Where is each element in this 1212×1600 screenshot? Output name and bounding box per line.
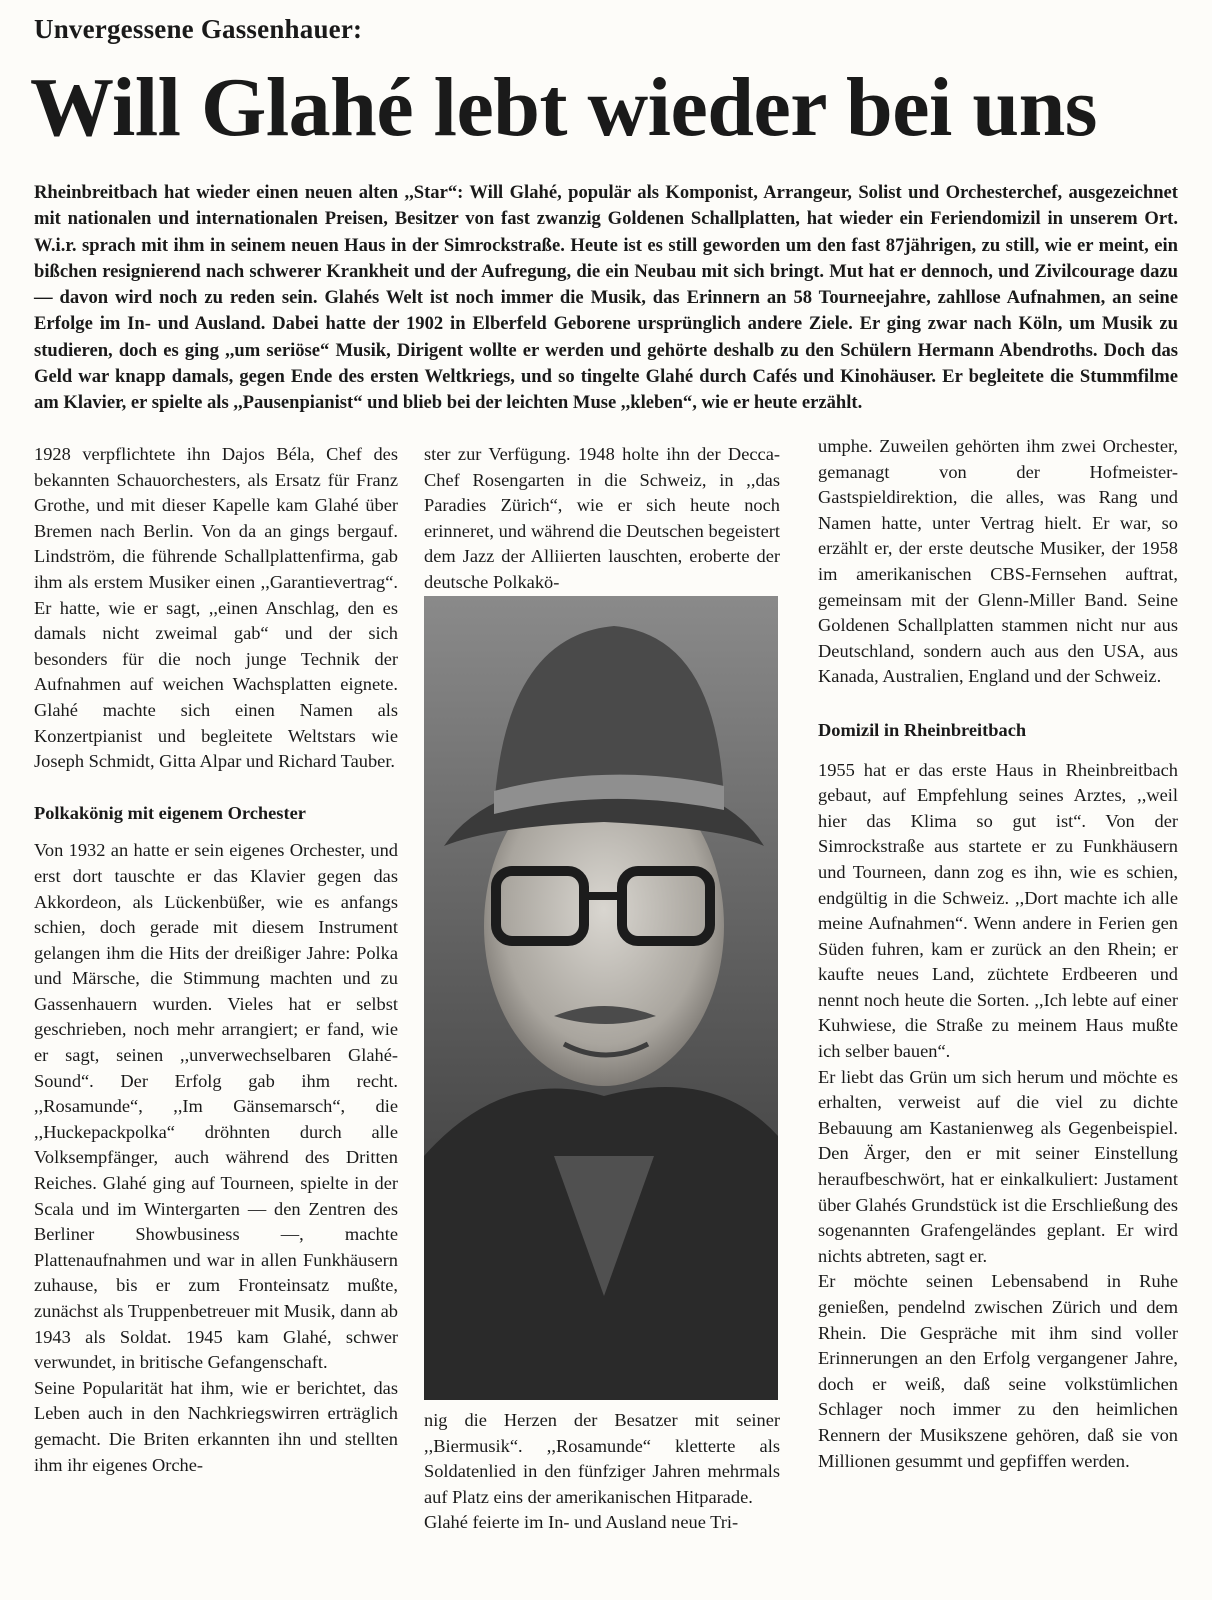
subheading-domizil: Domizil in Rheinbreitbach	[818, 719, 1027, 740]
paragraph: 1928 verpflichtete ihn Dajos Béla, Chef des bekannten Schauorchesters, als Ersatz für Franz Grothe, und mit dieser Kapelle kam Glahé über Bremen nach Berlin. Von da an gings bergauf. Lindström, die führende Schallplattenfirma, gab ihm als erstem Musiker einen ,,Garantievertrag“. Er hatte, wie er sagt, ,,einen Anschlag, den es damals nicht zweimal gab“ und der sich besonders für die noch junge Technik der Aufnahmen auf weichen Wachsplatten eignete. Glahé machte sich einen Namen als Konzertpianist und begleitete Weltstars wie Joseph Schmidt, Gitta Alpar und Richard Tauber.	[34, 444, 398, 772]
lead-paragraph: Rheinbreitbach hat wieder einen neuen alten ,,Star“: Will Glahé, populär als Komponist, Arrangeur, Solist und Orchesterchef, ausgezeichnet mit nationalen und internationalen Preisen, Besitzer von fast zwanzig Goldenen Schallplatten, hat wieder ein Feriendomizil in unserem Ort. W.i.r. sprach mit ihm in seinem neuen Haus in der Simrockstraße. Heute ist es still geworden um den fast 87jährigen, zu still, wie er meint, ein bißchen resignierend nach schwerer Krankheit und der Aufregung, die ein Neubau mit sich bringt. Mut hat er dennoch, und Zivilcourage dazu — davon wird noch zu reden sein. Glahés Welt ist noch immer die Musik, das Erinnern an 58 Tourneejahre, zahllose Aufnahmen, an seine Erfolge im In- und Ausland. Dabei hatte der 1902 in Elberfeld Geborene ursprünglich andere Ziele. Er ging zwar nach Köln, um Musik zu studieren, doch es ging ,,um seriöse“ Musik, Dirigent wollte er werden und gehörte deshalb zu den Schülern Hermann Abendroths. Doch das Geld war knapp damals, gegen Ende des ersten Weltkriegs, und so tingelte Glahé durch Cafés und Kinohäuser. Er begleitete die Stummfilme am Klavier, er spielte als ,,Pausenpianist“ und blieb bei der leichten Muse ,,kleben“, wie er heute erzählt.	[34, 182, 1178, 414]
column-2-top	[424, 442, 780, 596]
kicker: Unvergessene Gassenhauer:	[34, 14, 363, 44]
subheading-polkakoenig: Polkakönig mit eigenem Orchester	[34, 802, 306, 823]
headline: Will Glahé lebt wieder bei uns	[30, 61, 1097, 154]
paragraph: Er möchte seinen Lebensabend in Ruhe genießen, pendelnd zwischen Zürich und dem Rhein. Die Gespräche mit ihm sind voller Erinnerungen an den Erfolg vergangener Jahre, doch er weiß, daß seine volkstümlichen Schlager noch immer zu den heimlichen Rennern der Musikszene gehören, daß sie von Millionen gesummt und gepfiffen werden.	[818, 1271, 1178, 1471]
paragraph: Glahé feierte im In- und Ausland neue Tri-	[424, 1512, 739, 1533]
paragraph: nig die Herzen der Besatzer mit seiner ,,Biermusik“. ,,Rosamunde“ kletterte als Soldatenlied in den fünfziger Jahren mehrmals auf Platz eins der amerikanischen Hitparade.	[424, 1410, 780, 1507]
paragraph: Von 1932 an hatte er sein eigenes Orchester, und erst dort tauschte er das Klavier gegen das Akkordeon, als Lückenbüßer, wie es anfangs schien, doch gerade mit diesem Instrument gelangen ihm die Hits der dreißiger Jahre: Polka und Märsche, die Stimmung machten und zu Gassenhauern wurden. Vieles hat er selbst geschrieben, noch mehr arrangiert; er fand, wie er sagt, seinen ,,unverwechselbaren Glahé-Sound“. Der Erfolg gab ihm recht. ,,Rosamunde“, ,,Im Gänsemarsch“, die ,,Huckepackpolka“ dröhnten durch alle Volksempfänger, auch während des Dritten Reiches. Glahé ging auf Tourneen, spielte in der Scala und im Wintergarten — den Zentren des Berliner Showbusiness —, machte Plattenaufnahmen und war in allen Funkhäusern zuhause, bis er zum Fronteinsatz mußte, zunächst als Truppenbetreuer mit Musik, dann ab 1943 als Soldat. 1945 kam Glahé, schwer verwundet, in britische Gefangenschaft.	[34, 840, 398, 1373]
paragraph: Er liebt das Grün um sich herum und möchte es erhalten, verweist auf die viel zu dichte Bebauung am Kastanienweg als Gegenbeispiel. Den Ärger, den er mit seiner Einstellung heraufbeschwört, hat er einkalkuliert: Justament über Glahés Grundstück ist die Erschließung des sogenannten Grafengeländes geplant. Er wird nichts abtreten, sagt er.	[818, 1066, 1178, 1266]
column-2-bottom	[424, 1408, 780, 1536]
paragraph: ster zur Verfügung. 1948 holte ihn der Decca-Chef Rosengarten in die Schweiz, in ,,das Paradies Zürich“, wie er sich heute noch erinneret, und während die Deutschen begeistert dem Jazz der Alliierten lauschten, eroberte der deutsche Polkakö-	[424, 444, 780, 592]
paragraph: 1955 hat er das erste Haus in Rheinbreitbach gebaut, auf Empfehlung seines Arztes, ,,weil hier das Klima so gut ist“. Von der Simrockstraße aus startete er zu Funkhäusern und Tourneen, dann zog es ihn, wie es schien, endgültig in die Schweiz. ,,Dort machte ich alle meine Aufnahmen“. Wenn andere in Ferien gen Süden fuhren, kam er zurück an den Rhein; er kaufte neues Land, züchtete Erdbeeren und nennt noch heute die Sorten. ,,Ich lebte auf einer Kuhwiese, die Straße zu meinem Haus mußte ich selber bauen“.	[818, 759, 1178, 1062]
column-1	[34, 442, 398, 1478]
paragraph: Seine Popularität hat ihm, wie er berichtet, das Leben auch in den Nachkriegswirren erträglich gemacht. Die Briten erkannten ihn und stellten ihm ihr eigenes Orche-	[34, 1377, 398, 1475]
portrait-photo	[424, 596, 778, 1400]
portrait-illustration	[424, 596, 778, 1400]
paragraph: umphe. Zuweilen gehörten ihm zwei Orchester, gemanagt von der Hofmeister-Gastspieldirektion, die alles, was Rang und Namen hatte, unter Vertrag hielt. Er war, so erzählt er, der erste deutsche Musiker, der 1958 im amerikanischen CBS-Fernsehen auftrat, gemeinsam mit der Glenn-Miller Band. Seine Goldenen Schallplatten stammen nicht nur aus Deutschland, sondern auch aus den USA, aus Kanada, Australien, England und der Schweiz.	[818, 436, 1178, 687]
column-3	[818, 434, 1178, 1474]
